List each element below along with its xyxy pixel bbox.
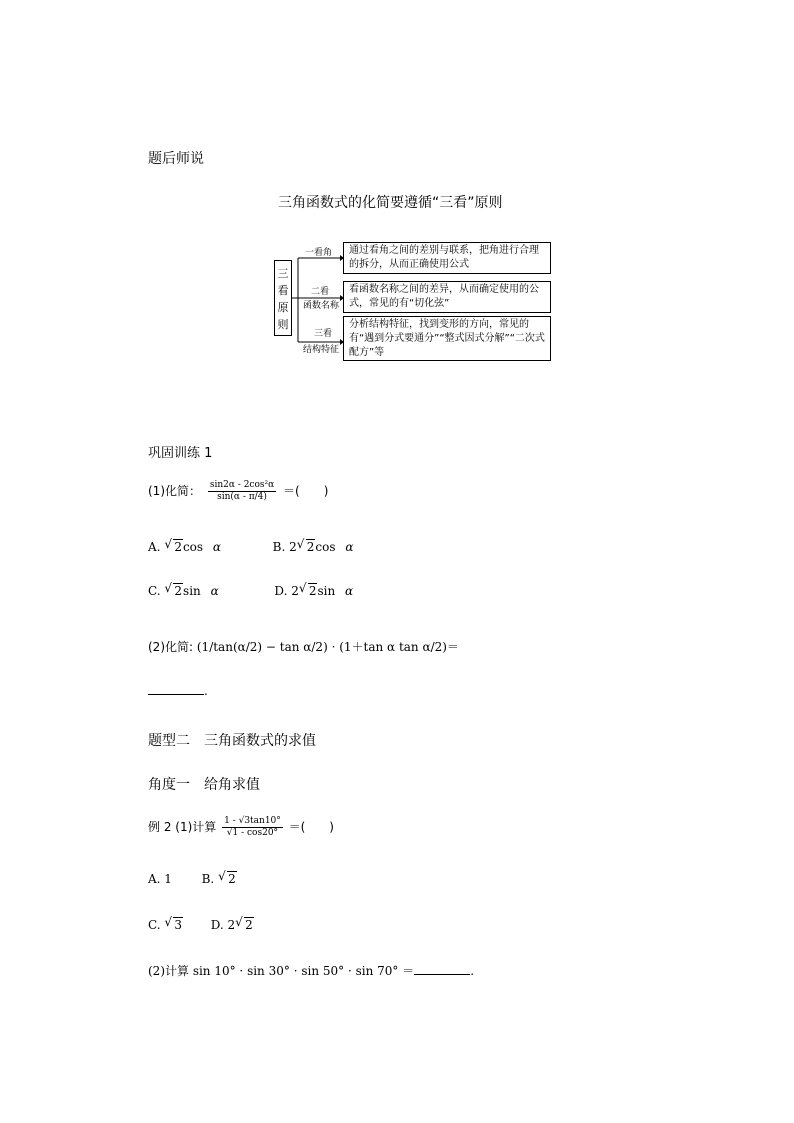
example2-option-d-label: D. 2 [210,918,236,932]
practice-q1-options-row1 [148,537,354,554]
practice-q2-expression: (1/tan(α/2) − tan α/2) · (1＋tan α tan α/2)＝ [196,640,459,654]
example2-q2-text: (2)计算 sin 10° · sin 30° · sin 50° · sin 70° ＝ [148,964,415,978]
answer-blank[interactable] [148,684,204,695]
practice-q1-prefix: (1)化简： [148,483,201,498]
example2-q1-denominator: √1 - cos20° [226,827,279,838]
practice-q1-options-row2 [148,581,354,598]
option-c-func: sin [183,584,201,598]
branch-3-box: 分析结构特征，找到变形的方向，常见的有“遇到分式要通分”“整式因式分解”“二次式配方”等 [343,316,551,361]
practice-q1-fraction [208,480,276,503]
practice-q2-answer-line [148,684,208,698]
example2-q2 [148,962,474,979]
branch-3-label-bottom: 结构特征 [303,345,340,355]
option-c-var: α [210,584,219,598]
type-two-heading: 题型二 三角函数式的求值 [148,733,316,749]
practice-q1 [148,480,328,503]
example2-q2-blank[interactable] [414,964,470,975]
option-a-func: cos [182,540,204,554]
practice-q2-blank-suffix: . [204,684,208,698]
branch-2-label-bottom: 函数名称 [303,301,340,311]
example2-option-d-sqrt: √ 2 [235,915,253,932]
example2-options-row2 [148,915,254,932]
practice-q2 [148,638,459,655]
option-b-sqrt: √ 2 [296,537,315,554]
angle-one-heading: 角度一 给角求值 [148,777,260,793]
option-a-label: A. [148,540,161,554]
example2-option-c-sqrt: √ 3 [164,915,183,932]
example2-q1-prefix: 例 2 (1)计算 [148,819,217,834]
example2-q2-suffix: . [470,964,475,978]
example2-q1-numerator: 1 - √3tan10° [224,816,281,826]
branch-1-label: 一看角 [305,248,333,258]
option-d-func: sin [317,584,336,598]
practice-q2-prefix: (2)化简: [148,640,194,654]
example2-q1-suffix: ＝( ) [288,819,334,834]
example2-option-b-label: B. [201,872,215,886]
example2-option-a: A. 1 [148,872,172,886]
practice-q1-numerator: sin2α - 2cos²α [209,480,275,490]
example2-option-b-sqrt: √ 2 [218,869,236,886]
example2-q1-fraction [222,816,283,839]
example2-options-row1 [148,869,237,886]
option-b-var: α [345,540,354,554]
practice-q1-denominator: sin(α - π/4) [217,491,267,502]
diagram-title: 三角函数式的化简要遵循“三看”原则 [278,195,503,211]
diagram-left-label: 三 看 原 则 [274,260,292,336]
practice-heading: 巩固训练 1 [148,446,213,461]
branch-1-box: 通过看角之间的差别与联系，把角进行合理的拆分，从而正确使用公式 [343,242,551,274]
option-c-label: C. [148,584,161,598]
option-d-label: D. 2 [274,584,299,598]
example2-q1 [148,816,334,839]
example2-option-c-label: C. [148,918,161,932]
option-a-var: α [212,540,221,554]
branch-2-box: 看函数名称之间的差异，从而确定使用的公式，常见的有“切化弦” [343,281,551,313]
option-b-label: B. 2 [272,540,297,554]
option-c-sqrt: √ 2 [164,581,183,598]
option-a-sqrt: √ 2 [164,537,182,554]
option-d-sqrt: √ 2 [298,581,317,598]
option-d-var: α [345,584,354,598]
option-b-func: cos [315,540,336,554]
branch-3-label-top: 三看 [314,329,333,339]
practice-q1-suffix: ＝( ) [283,483,329,498]
section-heading-post-lesson: 题后师说 [148,151,204,167]
branch-2-label-top: 二看 [311,287,330,297]
